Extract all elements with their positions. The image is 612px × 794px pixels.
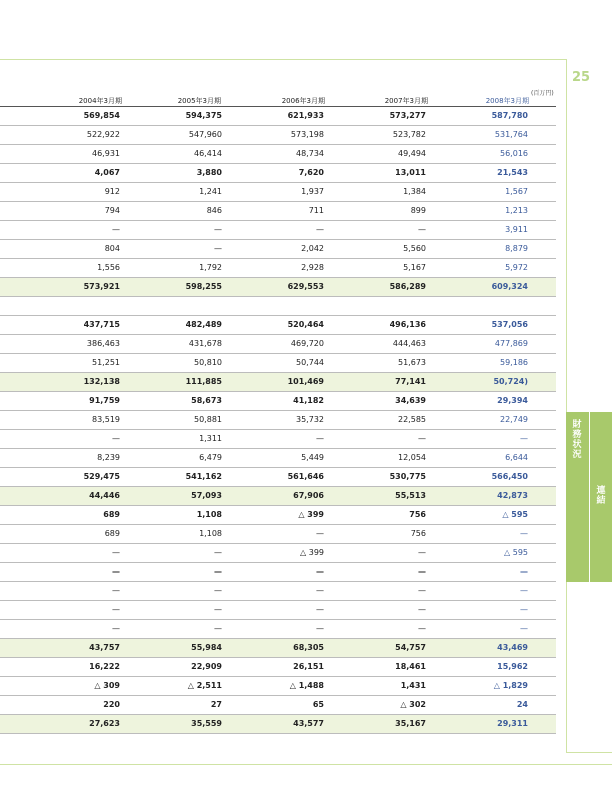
table-cell: — [520,567,528,576]
table-row [0,202,556,221]
table-cell: 50,744 [296,358,324,367]
table-cell: 42,873 [497,491,528,500]
table-cell: — [214,225,222,234]
table-cell: 55,513 [395,491,426,500]
table-cell: 22,749 [500,415,528,424]
table-cell: 520,464 [287,320,324,329]
table-cell: 437,715 [83,320,120,329]
table-cell: 27 [210,700,222,709]
table-cell: 482,489 [185,320,222,329]
table-cell: — [214,244,222,253]
table-cell: 54,757 [395,643,426,652]
table-cell: 49,494 [398,149,426,158]
table-row [0,563,556,582]
table-cell: 573,921 [83,282,120,291]
side-tab-consolidated-label: 連結 [596,486,606,506]
table-cell: 594,375 [185,111,222,120]
table-cell: △ 2,511 [187,681,222,690]
table-cell: 912 [104,187,120,196]
table-cell: 57,093 [191,491,222,500]
table-row [0,183,556,202]
table-cell: 573,198 [290,130,324,139]
table-cell: 1,108 [199,529,222,538]
table-cell: 220 [103,700,120,709]
table-cell: 12,054 [398,453,426,462]
table-cell: 537,056 [491,320,528,329]
side-tab-financial-label: 財務状況 [572,420,582,460]
table-cell: 529,475 [83,472,120,481]
table-cell: — [418,605,426,614]
table-cell: 587,780 [491,111,528,120]
table-cell: 56,016 [500,149,528,158]
table-cell: 1,311 [199,434,222,443]
table-cell: 50,810 [194,358,222,367]
table-cell: — [418,586,426,595]
table-row [0,316,556,335]
table-cell: 67,906 [293,491,324,500]
table-cell: 531,764 [494,130,528,139]
table-cell: 689 [103,510,120,519]
table-cell: — [112,586,120,595]
table-row [0,354,556,373]
table-cell: 50,724) [493,377,528,386]
table-cell: 46,931 [92,149,120,158]
table-cell: — [112,605,120,614]
table-row [0,658,556,677]
table-cell: — [520,624,528,633]
table-row [0,126,556,145]
table-cell: 24 [516,700,528,709]
table-cell: 44,446 [89,491,120,500]
table-row [0,601,556,620]
table-cell: — [316,434,324,443]
table-cell: 132,138 [83,377,120,386]
table-cell: 899 [410,206,426,215]
table-cell: 1,937 [301,187,324,196]
table-cell: 6,644 [505,453,528,462]
table-row [0,145,556,164]
column-header-2008: 2008年3月期 [485,97,529,105]
table-row [0,240,556,259]
table-cell: — [316,624,324,633]
table-cell: 523,782 [392,130,426,139]
table-row [0,639,556,658]
table-row [0,164,556,183]
table-cell: 59,186 [500,358,528,367]
table-cell: 804 [104,244,120,253]
table-cell: △ 595 [504,548,528,557]
table-cell: — [112,567,120,576]
table-cell: 629,553 [287,282,324,291]
table-cell: 3,880 [196,168,222,177]
table-row [0,677,556,696]
table-cell: — [418,225,426,234]
table-cell: 530,775 [389,472,426,481]
table-cell: △ 595 [502,510,528,519]
table-cell: 43,757 [89,643,120,652]
table-cell: 609,324 [491,282,528,291]
table-cell: 8,239 [97,453,120,462]
table-cell: 34,639 [395,396,426,405]
table-row [0,107,556,126]
table-cell: 21,543 [497,168,528,177]
table-row [0,696,556,715]
table-cell: — [316,529,324,538]
table-cell: — [214,567,222,576]
column-header-2007: 2007年3月期 [384,97,428,105]
table-cell: 794 [104,206,120,215]
side-tab-consolidated[interactable] [590,412,612,582]
side-panel-border [566,59,567,753]
table-row [0,544,556,563]
table-cell: 5,972 [505,263,528,272]
table-cell: 35,732 [296,415,324,424]
table-row [0,335,556,354]
table-cell: — [112,548,120,557]
table-row [0,221,556,240]
table-cell: 43,469 [497,643,528,652]
table-cell: △ 399 [298,510,324,519]
table-row [0,715,556,734]
table-cell: 496,136 [389,320,426,329]
table-cell: 469,720 [290,339,324,348]
table-cell: 569,854 [83,111,120,120]
table-cell: 22,585 [398,415,426,424]
table-cell: 561,646 [287,472,324,481]
table-cell: 50,881 [194,415,222,424]
table-cell: — [112,624,120,633]
table-cell: 756 [410,529,426,538]
table-cell: — [316,225,324,234]
table-cell: 2,042 [301,244,324,253]
table-cell: 386,463 [86,339,120,348]
table-row [0,278,556,297]
table-cell: 48,734 [296,149,324,158]
table-cell: — [520,605,528,614]
table-cell: 5,449 [301,453,324,462]
table-cell: 547,960 [188,130,222,139]
table-cell: 1,431 [400,681,426,690]
table-cell: 46,414 [194,149,222,158]
table-cell: — [214,586,222,595]
table-cell: 586,289 [389,282,426,291]
table-cell: 6,479 [199,453,222,462]
table-cell: 1,556 [97,263,120,272]
table-cell: — [520,434,528,443]
side-tab-financial[interactable] [566,412,589,582]
table-cell: 621,933 [287,111,324,120]
table-cell: 55,984 [191,643,222,652]
table-cell: 58,673 [191,396,222,405]
table-cell: 1,241 [199,187,222,196]
table-cell: 1,213 [505,206,528,215]
table-cell: 522,922 [86,130,120,139]
table-cell: — [112,434,120,443]
table-cell: 83,519 [92,415,120,424]
table-row [0,620,556,639]
table-cell: 27,623 [89,719,120,728]
table-cell: — [112,225,120,234]
table-cell: — [520,529,528,538]
table-cell: 18,461 [395,662,426,671]
table-row [0,506,556,525]
table-cell: 444,463 [392,339,426,348]
table-cell: 711 [308,206,324,215]
table-cell: 51,251 [92,358,120,367]
table-row [0,430,556,449]
table-cell: 4,067 [94,168,120,177]
table-cell: 3,911 [505,225,528,234]
table-cell: 29,311 [497,719,528,728]
table-cell: 13,011 [395,168,426,177]
table-cell: 77,141 [395,377,426,386]
table-cell: — [316,605,324,614]
table-cell: 1,384 [403,187,426,196]
column-header-2005: 2005年3月期 [177,97,221,105]
table-cell: 65 [312,700,324,709]
table-cell: 573,277 [389,111,426,120]
table-cell: 91,759 [89,396,120,405]
table-row [0,392,556,411]
table-row [0,259,556,278]
column-header-2006: 2006年3月期 [281,97,325,105]
table-cell: — [316,586,324,595]
top-rule [0,59,566,60]
table-cell: 477,869 [494,339,528,348]
unit-label: (百万円) [531,90,554,97]
table-cell: 35,559 [191,719,222,728]
side-panel-bottom-rule [566,752,612,753]
table-cell: 566,450 [491,472,528,481]
table-cell: 689 [104,529,120,538]
table-cell: — [214,624,222,633]
table-cell: — [316,567,324,576]
table-cell: △ 1,829 [493,681,528,690]
table-row [0,411,556,430]
table-cell: 1,108 [196,510,222,519]
table-cell: — [418,434,426,443]
table-cell: 29,394 [497,396,528,405]
table-cell: △ 309 [94,681,120,690]
table-cell: 846 [206,206,222,215]
table-cell: 111,885 [185,377,222,386]
table-cell: 43,577 [293,719,324,728]
table-row [0,487,556,506]
page-number: 25 [572,70,591,85]
table-cell: 15,962 [497,662,528,671]
table-cell: △ 302 [400,700,426,709]
table-cell: 26,151 [293,662,324,671]
table-cell: 35,167 [395,719,426,728]
table-cell: 41,182 [293,396,324,405]
table-cell: 1,792 [199,263,222,272]
table-cell: 598,255 [185,282,222,291]
table-cell: 756 [409,510,426,519]
table-cell: 7,620 [298,168,324,177]
table-cell: 5,560 [403,244,426,253]
table-cell: — [214,605,222,614]
table-cell: 8,879 [505,244,528,253]
table-cell: — [418,548,426,557]
table-cell: — [418,624,426,633]
table-cell: — [418,567,426,576]
table-cell: △ 399 [300,548,324,557]
bottom-rule [0,764,612,765]
table-row [0,297,556,316]
table-cell: — [214,548,222,557]
table-row [0,373,556,392]
table-cell: — [520,586,528,595]
table-row [0,525,556,544]
table-row [0,468,556,487]
table-cell: 22,909 [191,662,222,671]
table-cell: △ 1,488 [289,681,324,690]
table-cell: 16,222 [89,662,120,671]
table-row [0,449,556,468]
table-cell: 541,162 [185,472,222,481]
table-cell: 5,167 [403,263,426,272]
table-cell: 51,673 [398,358,426,367]
table-cell: 1,567 [505,187,528,196]
table-cell: 2,928 [301,263,324,272]
table-row [0,582,556,601]
table-cell: 68,305 [293,643,324,652]
column-header-2004: 2004年3月期 [78,97,122,105]
table-cell: 431,678 [188,339,222,348]
table-cell: 101,469 [287,377,324,386]
